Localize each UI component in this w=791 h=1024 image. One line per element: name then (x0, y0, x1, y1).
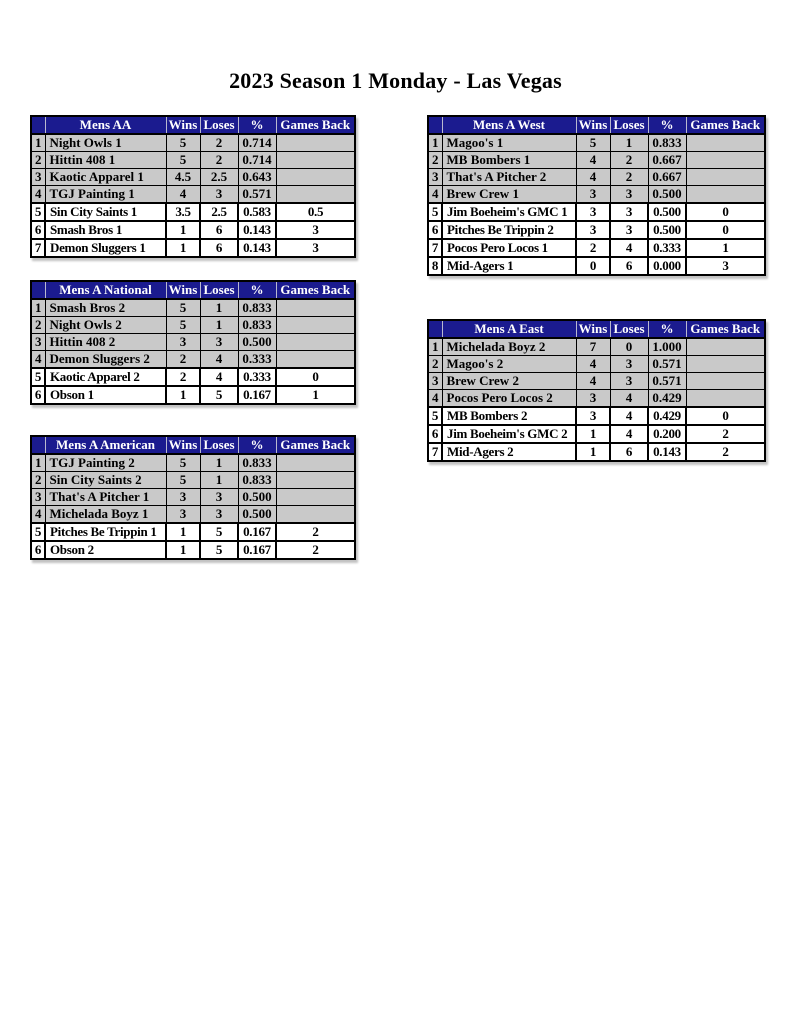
col-header-pct: % (238, 436, 276, 454)
rank-cell: 2 (31, 472, 45, 489)
gb-cell (276, 186, 355, 204)
team-cell: Smash Bros 1 (45, 221, 166, 239)
header-row (428, 320, 765, 338)
rank-cell: 4 (428, 390, 442, 408)
gb-cell: 0 (686, 221, 765, 239)
pct-cell: 0.667 (648, 169, 686, 186)
wins-cell: 4 (576, 152, 610, 169)
col-header-loses: Loses (610, 320, 648, 338)
gb-cell: 3 (686, 257, 765, 275)
wins-cell: 4 (576, 356, 610, 373)
loses-cell: 2 (200, 152, 238, 169)
pct-cell: 0.333 (648, 239, 686, 257)
wins-cell: 4 (576, 169, 610, 186)
rank-cell: 2 (428, 356, 442, 373)
division-title: Mens A East (442, 320, 576, 338)
table-row (31, 169, 355, 186)
team-cell: Hittin 408 1 (45, 152, 166, 169)
rank-cell: 6 (31, 541, 45, 559)
gb-cell (686, 390, 765, 408)
table-row (31, 351, 355, 369)
table-row (31, 454, 355, 472)
team-cell: Magoo's 1 (442, 134, 576, 152)
col-header-wins: Wins (166, 116, 200, 134)
wins-cell: 5 (166, 317, 200, 334)
pct-cell: 0.500 (238, 489, 276, 506)
pct-cell: 0.500 (238, 506, 276, 524)
rank-cell: 7 (428, 239, 442, 257)
pct-cell: 0.571 (648, 373, 686, 390)
table-row (31, 203, 355, 221)
team-cell: Pitches Be Trippin 2 (442, 221, 576, 239)
gb-cell (276, 169, 355, 186)
division-title: Mens A American (45, 436, 166, 454)
division-title: Mens A West (442, 116, 576, 134)
loses-cell: 1 (200, 317, 238, 334)
wins-cell: 1 (576, 443, 610, 461)
col-header-pct: % (648, 320, 686, 338)
pct-cell: 0.714 (238, 152, 276, 169)
team-cell: Sin City Saints 2 (45, 472, 166, 489)
table-row (31, 523, 355, 541)
loses-cell: 2 (610, 169, 648, 186)
table-row (31, 152, 355, 169)
pct-cell: 0.583 (238, 203, 276, 221)
pct-cell: 0.833 (238, 299, 276, 317)
rank-cell: 6 (428, 425, 442, 443)
rank-cell: 5 (31, 368, 45, 386)
team-cell: MB Bombers 2 (442, 407, 576, 425)
rank-cell: 1 (428, 134, 442, 152)
col-header-loses: Loses (200, 116, 238, 134)
team-cell: Smash Bros 2 (45, 299, 166, 317)
table-row (428, 152, 765, 169)
table-row (31, 334, 355, 351)
rank-header-cell (428, 320, 442, 338)
gb-cell (276, 472, 355, 489)
col-header-games-back: Games Back (686, 116, 765, 134)
wins-cell: 5 (166, 454, 200, 472)
loses-cell: 3 (200, 506, 238, 524)
table-row (31, 386, 355, 404)
header-row (428, 116, 765, 134)
wins-cell: 2 (576, 239, 610, 257)
pct-cell: 0.167 (238, 541, 276, 559)
loses-cell: 3 (610, 203, 648, 221)
loses-cell: 5 (200, 386, 238, 404)
gb-cell (686, 373, 765, 390)
rank-cell: 6 (428, 221, 442, 239)
standings-table-mens-a-national (30, 280, 356, 405)
table-row (428, 407, 765, 425)
rank-cell: 1 (31, 299, 45, 317)
team-cell: Pocos Pero Locos 1 (442, 239, 576, 257)
loses-cell: 5 (200, 541, 238, 559)
team-cell: Brew Crew 2 (442, 373, 576, 390)
col-header-wins: Wins (166, 281, 200, 299)
rank-cell: 5 (31, 523, 45, 541)
team-cell: Night Owls 1 (45, 134, 166, 152)
rank-header-cell (31, 436, 45, 454)
pct-cell: 0.500 (238, 334, 276, 351)
pct-cell: 0.571 (648, 356, 686, 373)
table-row (31, 134, 355, 152)
wins-cell: 1 (166, 386, 200, 404)
team-cell: That's A Pitcher 2 (442, 169, 576, 186)
rank-cell: 1 (31, 134, 45, 152)
team-cell: TGJ Painting 2 (45, 454, 166, 472)
rank-cell: 6 (31, 221, 45, 239)
loses-cell: 3 (610, 221, 648, 239)
rank-cell: 3 (428, 169, 442, 186)
table-row (428, 443, 765, 461)
pct-cell: 0.333 (238, 351, 276, 369)
rank-cell: 3 (31, 334, 45, 351)
wins-cell: 1 (576, 425, 610, 443)
loses-cell: 4 (610, 390, 648, 408)
wins-cell: 1 (166, 541, 200, 559)
gb-cell: 0 (276, 368, 355, 386)
table-row (428, 425, 765, 443)
team-cell: Demon Sluggers 2 (45, 351, 166, 369)
pct-cell: 0.429 (648, 407, 686, 425)
pct-cell: 0.000 (648, 257, 686, 275)
rank-cell: 1 (428, 338, 442, 356)
loses-cell: 6 (610, 257, 648, 275)
col-header-games-back: Games Back (276, 116, 355, 134)
wins-cell: 1 (166, 523, 200, 541)
table-row (31, 221, 355, 239)
team-cell: Night Owls 2 (45, 317, 166, 334)
wins-cell: 3 (576, 186, 610, 204)
pct-cell: 0.833 (238, 472, 276, 489)
pct-cell: 0.167 (238, 386, 276, 404)
team-cell: Obson 2 (45, 541, 166, 559)
wins-cell: 5 (166, 472, 200, 489)
team-cell: MB Bombers 1 (442, 152, 576, 169)
wins-cell: 3 (166, 506, 200, 524)
rank-cell: 4 (31, 351, 45, 369)
gb-cell (276, 454, 355, 472)
standings-table-mens-aa (30, 115, 356, 258)
standings-table-mens-a-american (30, 435, 356, 560)
team-cell: Magoo's 2 (442, 356, 576, 373)
rank-cell: 5 (428, 407, 442, 425)
table-row (428, 203, 765, 221)
wins-cell: 5 (166, 299, 200, 317)
loses-cell: 3 (610, 356, 648, 373)
pct-cell: 0.500 (648, 186, 686, 204)
wins-cell: 2 (166, 351, 200, 369)
team-cell: Hittin 408 2 (45, 334, 166, 351)
team-cell: Brew Crew 1 (442, 186, 576, 204)
team-cell: Mid-Agers 2 (442, 443, 576, 461)
gb-cell: 3 (276, 221, 355, 239)
gb-cell: 0.5 (276, 203, 355, 221)
pct-cell: 0.833 (238, 454, 276, 472)
team-cell: Michelada Boyz 1 (45, 506, 166, 524)
pct-cell: 0.667 (648, 152, 686, 169)
loses-cell: 2 (610, 152, 648, 169)
table-row (428, 239, 765, 257)
team-cell: That's A Pitcher 1 (45, 489, 166, 506)
loses-cell: 1 (200, 299, 238, 317)
team-cell: Michelada Boyz 2 (442, 338, 576, 356)
team-cell: Jim Boeheim's GMC 2 (442, 425, 576, 443)
col-header-wins: Wins (576, 116, 610, 134)
loses-cell: 1 (200, 472, 238, 489)
table-row (31, 489, 355, 506)
table-row (428, 186, 765, 204)
loses-cell: 6 (200, 239, 238, 257)
gb-cell (276, 299, 355, 317)
rank-header-cell (31, 116, 45, 134)
table-row (31, 239, 355, 257)
loses-cell: 0 (610, 338, 648, 356)
team-cell: TGJ Painting 1 (45, 186, 166, 204)
loses-cell: 4 (200, 368, 238, 386)
loses-cell: 4 (200, 351, 238, 369)
table-row (428, 257, 765, 275)
loses-cell: 3 (610, 373, 648, 390)
team-cell: Kaotic Apparel 2 (45, 368, 166, 386)
table-row (428, 356, 765, 373)
pct-cell: 0.500 (648, 203, 686, 221)
gb-cell (276, 351, 355, 369)
col-header-loses: Loses (200, 281, 238, 299)
pct-cell: 0.714 (238, 134, 276, 152)
wins-cell: 2 (166, 368, 200, 386)
loses-cell: 1 (200, 454, 238, 472)
pct-cell: 0.143 (238, 239, 276, 257)
pct-cell: 0.333 (238, 368, 276, 386)
gb-cell (276, 134, 355, 152)
team-cell: Pocos Pero Locos 2 (442, 390, 576, 408)
wins-cell: 3 (576, 407, 610, 425)
wins-cell: 3 (576, 221, 610, 239)
table-row (428, 221, 765, 239)
wins-cell: 5 (576, 134, 610, 152)
pct-cell: 0.571 (238, 186, 276, 204)
table-row (31, 186, 355, 204)
rank-cell: 5 (31, 203, 45, 221)
rank-header-cell (428, 116, 442, 134)
loses-cell: 3 (200, 186, 238, 204)
col-header-wins: Wins (166, 436, 200, 454)
gb-cell: 2 (276, 541, 355, 559)
team-cell: Sin City Saints 1 (45, 203, 166, 221)
gb-cell: 0 (686, 407, 765, 425)
pct-cell: 0.833 (648, 134, 686, 152)
gb-cell: 2 (686, 443, 765, 461)
gb-cell (276, 317, 355, 334)
table-row (428, 169, 765, 186)
pct-cell: 0.167 (238, 523, 276, 541)
header-row (31, 436, 355, 454)
standings-table-mens-a-west (427, 115, 766, 276)
pct-cell: 0.643 (238, 169, 276, 186)
team-cell: Demon Sluggers 1 (45, 239, 166, 257)
table-row (428, 338, 765, 356)
rank-cell: 7 (31, 239, 45, 257)
team-cell: Jim Boeheim's GMC 1 (442, 203, 576, 221)
table-row (428, 134, 765, 152)
rank-cell: 3 (31, 489, 45, 506)
wins-cell: 3 (166, 334, 200, 351)
gb-cell (276, 334, 355, 351)
rank-cell: 4 (31, 506, 45, 524)
col-header-wins: Wins (576, 320, 610, 338)
loses-cell: 4 (610, 239, 648, 257)
table-row (428, 373, 765, 390)
table-row (31, 368, 355, 386)
header-row (31, 281, 355, 299)
rank-cell: 1 (31, 454, 45, 472)
gb-cell (276, 152, 355, 169)
team-cell: Mid-Agers 1 (442, 257, 576, 275)
loses-cell: 4 (610, 425, 648, 443)
rank-cell: 5 (428, 203, 442, 221)
rank-cell: 3 (31, 169, 45, 186)
wins-cell: 4 (576, 373, 610, 390)
gb-cell (276, 489, 355, 506)
pct-cell: 0.429 (648, 390, 686, 408)
pct-cell: 0.143 (648, 443, 686, 461)
pct-cell: 0.143 (238, 221, 276, 239)
table-row (31, 317, 355, 334)
rank-cell: 7 (428, 443, 442, 461)
gb-cell (686, 356, 765, 373)
wins-cell: 3.5 (166, 203, 200, 221)
wins-cell: 5 (166, 152, 200, 169)
rank-cell: 2 (428, 152, 442, 169)
rank-cell: 6 (31, 386, 45, 404)
page-title: 2023 Season 1 Monday - Las Vegas (229, 68, 562, 93)
gb-cell (686, 169, 765, 186)
wins-cell: 4 (166, 186, 200, 204)
division-title: Mens A National (45, 281, 166, 299)
wins-cell: 0 (576, 257, 610, 275)
gb-cell: 3 (276, 239, 355, 257)
wins-cell: 3 (576, 203, 610, 221)
header-row (31, 116, 355, 134)
gb-cell (686, 338, 765, 356)
col-header-loses: Loses (610, 116, 648, 134)
loses-cell: 2 (200, 134, 238, 152)
loses-cell: 3 (610, 186, 648, 204)
loses-cell: 6 (200, 221, 238, 239)
team-cell: Kaotic Apparel 1 (45, 169, 166, 186)
wins-cell: 5 (166, 134, 200, 152)
pct-cell: 0.200 (648, 425, 686, 443)
rank-cell: 3 (428, 373, 442, 390)
team-cell: Pitches Be Trippin 1 (45, 523, 166, 541)
table-row (428, 390, 765, 408)
rank-cell: 8 (428, 257, 442, 275)
col-header-pct: % (238, 281, 276, 299)
col-header-games-back: Games Back (276, 436, 355, 454)
gb-cell: 2 (686, 425, 765, 443)
rank-cell: 4 (31, 186, 45, 204)
col-header-games-back: Games Back (276, 281, 355, 299)
wins-cell: 1 (166, 239, 200, 257)
loses-cell: 3 (200, 489, 238, 506)
loses-cell: 5 (200, 523, 238, 541)
pct-cell: 0.833 (238, 317, 276, 334)
loses-cell: 2.5 (200, 169, 238, 186)
table-row (31, 541, 355, 559)
loses-cell: 1 (610, 134, 648, 152)
rank-cell: 2 (31, 152, 45, 169)
col-header-games-back: Games Back (686, 320, 765, 338)
pct-cell: 1.000 (648, 338, 686, 356)
pct-cell: 0.500 (648, 221, 686, 239)
loses-cell: 6 (610, 443, 648, 461)
loses-cell: 3 (200, 334, 238, 351)
division-title: Mens AA (45, 116, 166, 134)
wins-cell: 3 (166, 489, 200, 506)
gb-cell: 1 (686, 239, 765, 257)
rank-cell: 4 (428, 186, 442, 204)
wins-cell: 1 (166, 221, 200, 239)
col-header-pct: % (238, 116, 276, 134)
loses-cell: 2.5 (200, 203, 238, 221)
gb-cell: 1 (276, 386, 355, 404)
table-row (31, 299, 355, 317)
gb-cell: 2 (276, 523, 355, 541)
table-row (31, 472, 355, 489)
rank-header-cell (31, 281, 45, 299)
gb-cell (276, 506, 355, 524)
team-cell: Obson 1 (45, 386, 166, 404)
gb-cell (686, 152, 765, 169)
rank-cell: 2 (31, 317, 45, 334)
wins-cell: 4.5 (166, 169, 200, 186)
gb-cell (686, 186, 765, 204)
wins-cell: 7 (576, 338, 610, 356)
col-header-loses: Loses (200, 436, 238, 454)
gb-cell: 0 (686, 203, 765, 221)
gb-cell (686, 134, 765, 152)
standings-table-mens-a-east (427, 319, 766, 462)
col-header-pct: % (648, 116, 686, 134)
wins-cell: 3 (576, 390, 610, 408)
table-row (31, 506, 355, 524)
loses-cell: 4 (610, 407, 648, 425)
